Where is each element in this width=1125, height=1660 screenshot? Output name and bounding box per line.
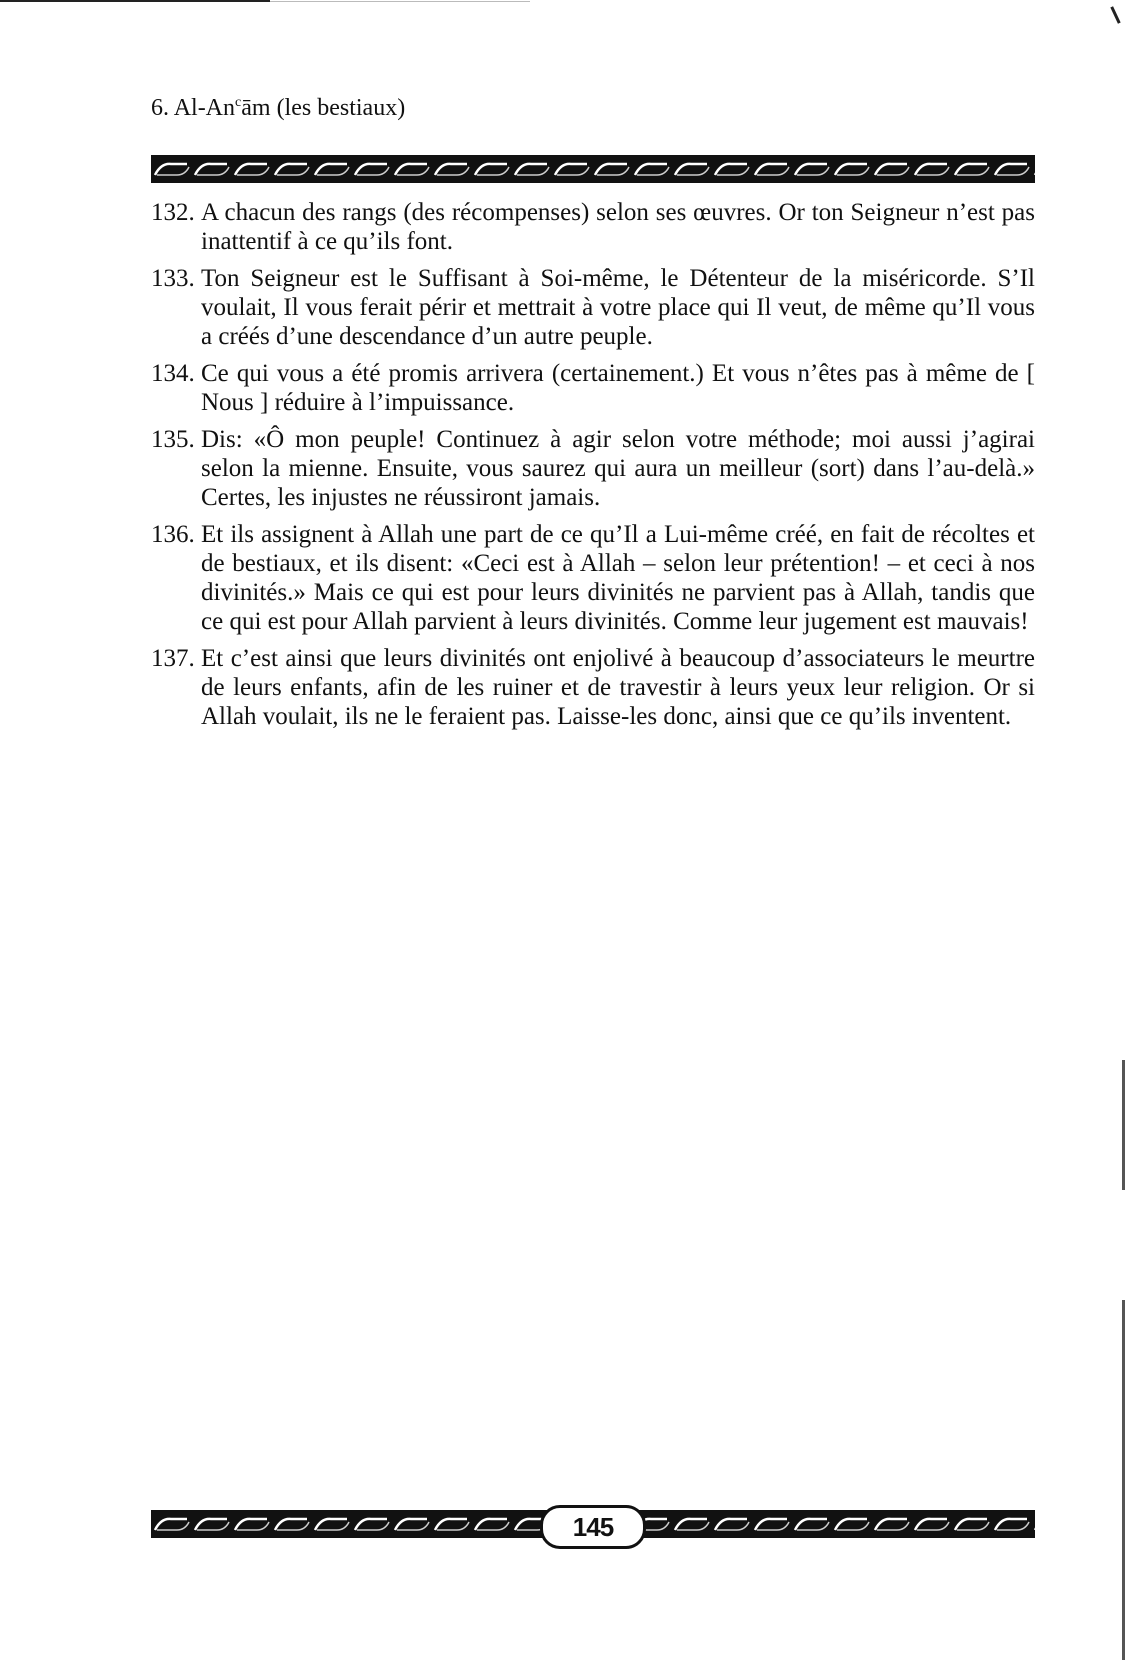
top-rule [0, 0, 270, 2]
running-header [151, 95, 405, 122]
verse-text: A chacun des rangs (des récompenses) selon ses œuvres. Or ton Seigneur n’est pas inattentif à ce qu’ils font. [201, 199, 1035, 255]
verse-text: Dis: «Ô mon peuple! Continuez à agir selon votre méthode; moi aussi j’agirai selon la mienne. Ensuite, vous saurez qui aura un meilleur (sort) dans l’au-delà.» Certes, les injustes ne réussiront jamais. [201, 426, 1035, 511]
verse-number: 133. [151, 265, 195, 292]
verse [151, 644, 1035, 731]
top-rule-faint [270, 1, 530, 2]
verse [151, 359, 1035, 417]
verse-text: Ton Seigneur est le Suffisant à Soi-même, le Détenteur de la miséricorde. S’Il voulait, Il vous ferait périr et mettrait à votre place qui Il veut, de même qu’Il vous a créés d’une descendance d’un autre peuple. [201, 265, 1035, 350]
verse [151, 520, 1035, 636]
verse-number: 135. [151, 426, 195, 453]
page-number: 145 [540, 1505, 646, 1549]
verse [151, 264, 1035, 351]
verse-text: Et c’est ainsi que leurs divinités ont enjolivé à beaucoup d’associateurs le meurtre de leurs enfants, afin de les ruiner et de travestir à leurs yeux leur religion. Or si Allah voulait, ils ne le feraient pas. Laisse-les donc, ainsi que ce qu’ils inventent. [201, 645, 1035, 730]
verse-text: Ce qui vous a été promis arrivera (certainement.) Et vous n’êtes pas à même de [ Nous ] réduire à l’impuissance. [201, 360, 1035, 416]
ornamental-band-top [151, 155, 1035, 183]
verse [151, 425, 1035, 512]
surah-subtitle: (les bestiaux) [276, 95, 406, 121]
verse-number: 134. [151, 360, 195, 387]
verse-list [151, 198, 1035, 739]
surah-name: Al-An$^c$ām [173, 95, 271, 121]
surah-number: 6. [151, 95, 169, 121]
corner-mark [1110, 6, 1120, 24]
verse-number: 137. [151, 645, 195, 672]
verse [151, 198, 1035, 256]
verse-text: Et ils assignent à Allah une part de ce qu’Il a Lui-même créé, en fait de récoltes et de bestiaux, et ils disent: «Ceci est à Allah – selon leur prétention! – et ceci à nos divinités.» Mais ce qui est pour leurs divinités ne parvient pas à Allah, tandis que ce qui est pour Allah parvient à leurs divinités. Comme leur jugement est mauvais! [201, 521, 1035, 635]
verse-number: 132. [151, 199, 195, 226]
verse-number: 136. [151, 521, 195, 548]
